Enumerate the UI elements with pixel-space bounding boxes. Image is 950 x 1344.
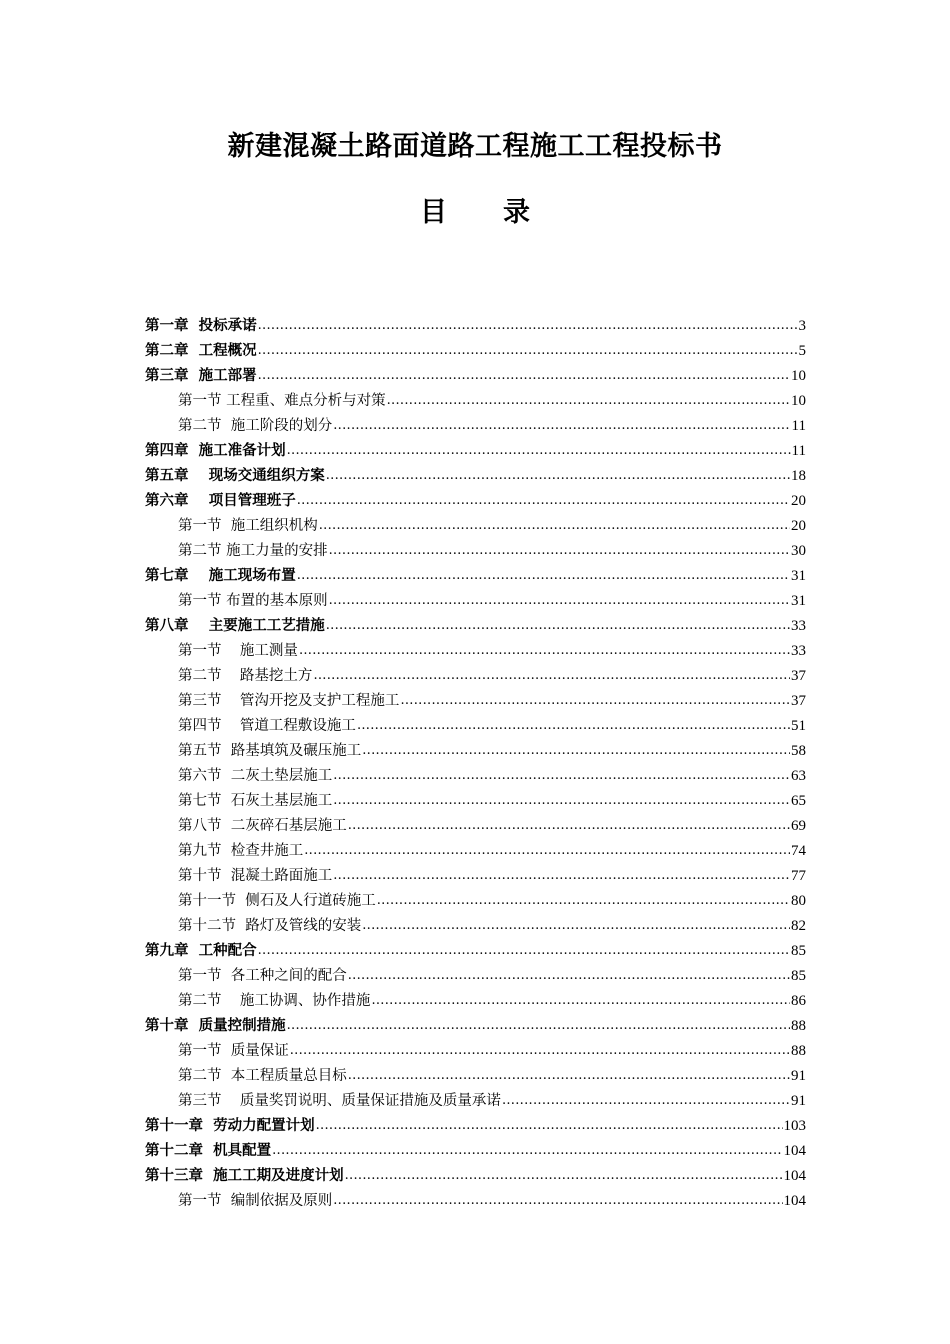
toc-entry-label: 第九章 工种配合 (145, 943, 257, 959)
toc-entry-page-number: 18 (791, 468, 806, 484)
toc-entry-label: 第八节 二灰碎石基层施工 (178, 818, 347, 834)
toc-dot-leader (287, 1013, 790, 1038)
toc-entry-page-number: 85 (791, 968, 806, 984)
toc-dot-leader (304, 838, 790, 863)
toc-section-entry[interactable] (145, 514, 806, 539)
toc-entry-page-number: 10 (791, 393, 806, 409)
toc-entry-label: 第二节 施工力量的安排 (178, 543, 328, 559)
toc-entry-label: 第一节 质量保证 (178, 1043, 289, 1059)
toc-entry-page-number: 91 (791, 1068, 806, 1084)
toc-entry-label: 第四节 管道工程敷设施工 (178, 718, 356, 734)
toc-entry-page-number: 51 (791, 718, 806, 734)
toc-section-entry[interactable] (145, 964, 806, 989)
toc-dot-leader (333, 413, 790, 438)
toc-entry-page-number: 33 (791, 618, 806, 634)
toc-section-entry[interactable] (145, 889, 806, 914)
toc-entry-label: 第十一节 侧石及人行道砖施工 (178, 893, 376, 909)
toc-section-entry[interactable] (145, 414, 806, 439)
toc-dot-leader (316, 1113, 783, 1138)
toc-entry-page-number: 80 (791, 893, 806, 909)
toc-section-entry[interactable] (145, 739, 806, 764)
toc-entry-page-number: 88 (791, 1018, 806, 1034)
toc-entry-page-number: 91 (791, 1093, 806, 1109)
toc-entry-page-number: 104 (783, 1193, 806, 1209)
toc-entry-page-number: 77 (791, 868, 806, 884)
toc-entry-label: 第十节 混凝土路面施工 (178, 868, 333, 884)
toc-entry-label: 第十二章 机具配置 (145, 1143, 272, 1159)
toc-entry-page-number: 104 (783, 1143, 806, 1159)
toc-entry-label: 第二节 施工阶段的划分 (178, 418, 333, 434)
toc-entry-page-number: 74 (791, 843, 806, 859)
toc-dot-leader (272, 1138, 782, 1163)
toc-entry-page-number: 65 (791, 793, 806, 809)
toc-section-entry[interactable] (145, 639, 806, 664)
toc-entry-label: 第二节 本工程质量总目标 (178, 1068, 347, 1084)
toc-chapter-entry[interactable] (145, 1164, 806, 1189)
toc-section-entry[interactable] (145, 989, 806, 1014)
toc-dot-leader (287, 438, 791, 463)
toc-dot-leader (290, 1038, 790, 1063)
toc-dot-leader (326, 463, 790, 488)
toc-entry-label: 第七章 施工现场布置 (145, 568, 296, 584)
toc-entry-label: 第三节 质量奖罚说明、质量保证措施及质量承诺 (178, 1093, 501, 1109)
toc-entry-label: 第三章 施工部署 (145, 368, 257, 384)
toc-section-entry[interactable] (145, 689, 806, 714)
toc-entry-label: 第六节 二灰土垫层施工 (178, 768, 333, 784)
toc-dot-leader (371, 988, 790, 1013)
toc-entry-label: 第一节 编制依据及原则 (178, 1193, 333, 1209)
toc-entry-label: 第七节 石灰土基层施工 (178, 793, 333, 809)
toc-dot-leader (258, 363, 790, 388)
toc-entry-label: 第一节 布置的基本原则 (178, 593, 328, 609)
toc-entry-page-number: 3 (798, 318, 806, 334)
toc-entry-page-number: 33 (791, 643, 806, 659)
toc-entry-label: 第二节 路基挖土方 (178, 668, 313, 684)
toc-dot-leader (333, 863, 790, 888)
toc-dot-leader (348, 963, 790, 988)
toc-entry-label: 第一章 投标承诺 (145, 318, 257, 334)
toc-chapter-entry[interactable] (145, 1114, 806, 1139)
toc-chapter-entry[interactable] (145, 1139, 806, 1164)
toc-section-entry[interactable] (145, 1039, 806, 1064)
toc-section-entry[interactable] (145, 814, 806, 839)
toc-dot-leader (329, 538, 790, 563)
toc-section-entry[interactable] (145, 539, 806, 564)
toc-entry-page-number: 31 (791, 593, 806, 609)
toc-entry-label: 第二章 工程概况 (145, 343, 257, 359)
table-of-contents (145, 314, 806, 1214)
toc-entry-label: 第一节 工程重、难点分析与对策 (178, 393, 386, 409)
toc-chapter-entry[interactable] (145, 364, 806, 389)
toc-entry-label: 第十章 质量控制措施 (145, 1018, 286, 1034)
toc-entry-label: 第三节 管沟开挖及支护工程施工 (178, 693, 400, 709)
toc-entry-label: 第二节 施工协调、协作措施 (178, 993, 371, 1009)
toc-dot-leader (333, 763, 790, 788)
toc-section-entry[interactable] (145, 589, 806, 614)
toc-dot-leader (258, 338, 798, 363)
toc-section-entry[interactable] (145, 389, 806, 414)
toc-dot-leader (299, 638, 790, 663)
toc-entry-page-number: 69 (791, 818, 806, 834)
toc-entry-page-number: 11 (791, 443, 806, 459)
toc-dot-leader (258, 938, 790, 963)
toc-section-entry[interactable] (145, 914, 806, 939)
toc-entry-label: 第十一章 劳动力配置计划 (145, 1118, 315, 1134)
toc-heading: 目录 (420, 197, 586, 228)
toc-section-entry[interactable] (145, 1089, 806, 1114)
toc-entry-label: 第一节 施工组织机构 (178, 518, 318, 534)
toc-dot-leader (362, 738, 790, 763)
toc-entry-label: 第五章 现场交通组织方案 (145, 468, 325, 484)
toc-dot-leader (333, 1188, 782, 1213)
toc-entry-label: 第五节 路基填筑及碾压施工 (178, 743, 362, 759)
toc-entry-page-number: 86 (791, 993, 806, 1009)
toc-entry-label: 第九节 检查井施工 (178, 843, 304, 859)
toc-section-entry[interactable] (145, 839, 806, 864)
toc-dot-leader (333, 788, 790, 813)
toc-dot-leader (377, 888, 790, 913)
toc-chapter-entry[interactable] (145, 314, 806, 339)
toc-dot-leader (297, 563, 790, 588)
toc-entry-page-number: 103 (783, 1118, 806, 1134)
toc-section-entry[interactable] (145, 789, 806, 814)
toc-dot-leader (313, 663, 790, 688)
toc-dot-leader (362, 913, 790, 938)
toc-chapter-entry[interactable] (145, 939, 806, 964)
toc-dot-leader (400, 688, 790, 713)
toc-entry-page-number: 30 (791, 543, 806, 559)
toc-entry-label: 第十二节 路灯及管线的安装 (178, 918, 362, 934)
toc-dot-leader (297, 488, 790, 513)
toc-dot-leader (348, 813, 790, 838)
toc-entry-page-number: 20 (791, 493, 806, 509)
toc-dot-leader (329, 588, 790, 613)
toc-section-entry[interactable] (145, 1064, 806, 1089)
toc-dot-leader (345, 1163, 783, 1188)
toc-entry-page-number: 85 (791, 943, 806, 959)
toc-entry-label: 第八章 主要施工工艺措施 (145, 618, 325, 634)
toc-entry-page-number: 10 (791, 368, 806, 384)
toc-dot-leader (357, 713, 790, 738)
toc-section-entry[interactable] (145, 1189, 806, 1214)
toc-entry-page-number: 63 (791, 768, 806, 784)
toc-entry-page-number: 88 (791, 1043, 806, 1059)
toc-chapter-entry[interactable] (145, 1014, 806, 1039)
toc-section-entry[interactable] (145, 714, 806, 739)
toc-section-entry[interactable] (145, 864, 806, 889)
toc-entry-label: 第一节 施工测量 (178, 643, 298, 659)
toc-dot-leader (348, 1063, 790, 1088)
toc-entry-page-number: 31 (791, 568, 806, 584)
toc-entry-page-number: 20 (791, 518, 806, 534)
toc-chapter-entry[interactable] (145, 489, 806, 514)
toc-entry-label: 第十三章 施工工期及进度计划 (145, 1168, 344, 1184)
toc-entry-label: 第一节 各工种之间的配合 (178, 968, 347, 984)
toc-entry-page-number: 37 (791, 693, 806, 709)
toc-chapter-entry[interactable] (145, 439, 806, 464)
toc-dot-leader (502, 1088, 790, 1113)
toc-entry-label: 第六章 项目管理班子 (145, 493, 296, 509)
toc-dot-leader (258, 313, 798, 338)
toc-entry-page-number: 5 (798, 343, 806, 359)
toc-entry-page-number: 58 (791, 743, 806, 759)
toc-entry-page-number: 104 (783, 1168, 806, 1184)
toc-entry-page-number: 37 (791, 668, 806, 684)
toc-dot-leader (319, 513, 790, 538)
toc-chapter-entry[interactable] (145, 464, 806, 489)
toc-section-entry[interactable] (145, 764, 806, 789)
toc-section-entry[interactable] (145, 664, 806, 689)
toc-entry-page-number: 82 (791, 918, 806, 934)
toc-chapter-entry[interactable] (145, 614, 806, 639)
toc-dot-leader (387, 388, 790, 413)
toc-chapter-entry[interactable] (145, 564, 806, 589)
document-title: 新建混凝土路面道路工程施工工程投标书 (227, 131, 723, 162)
toc-chapter-entry[interactable] (145, 339, 806, 364)
toc-entry-page-number: 11 (791, 418, 806, 434)
toc-entry-label: 第四章 施工准备计划 (145, 443, 286, 459)
toc-dot-leader (326, 613, 790, 638)
